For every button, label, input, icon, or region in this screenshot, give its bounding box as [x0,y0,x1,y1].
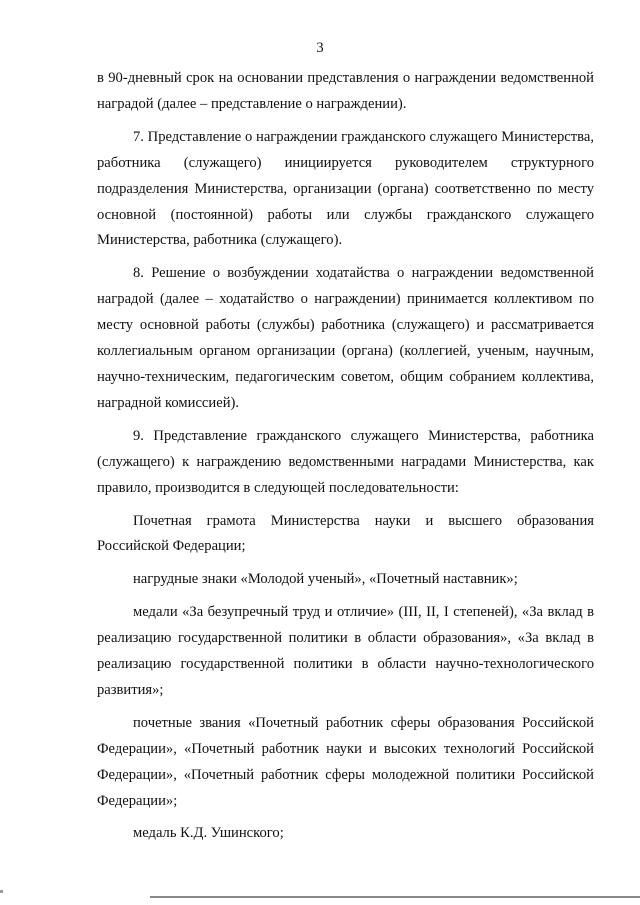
list-item-honorary-titles: почетные звания «Почетный работник сферы образования Российской Федерации», «Почетный работник науки и высоких технологий Российской Федерации», «Почетный работник сферы молодежной политики Российской Федерации»; [97,714,594,809]
paragraph-item-9: 9. Представление гражданского служащего Министерства, работника (служащего) к награждению ведомственными наградами Министерства, как правило, производится в следующей последовательности: [97,427,594,496]
list-item-certificate: Почетная грамота Министерства науки и высшего образования Российской Федерации; [97,512,594,555]
paragraph-item-7: 7. Представление о награждении гражданского служащего Министерства, работника (служащего) инициируется руководителем структурного подразделения Министерства, организации (органа) соответственно по месту основной (постоянной) работы или службы гражданского служащего Министерства, работника (служащего). [97,128,594,249]
list-item-ushinsky-medal: медаль К.Д. Ушинского; [133,825,284,842]
paragraph-continuation: в 90-дневный срок на основании представления о награждении ведомственной наградой (далее – представление о награждении). [97,70,594,112]
scan-speck [0,890,3,893]
page-number: 3 [316,40,324,56]
list-item-badges: нагрудные знаки «Молодой ученый», «Почетный наставник»; [133,571,518,588]
list-item-medals: медали «За безупречный труд и отличие» (III, II, I степеней), «За вклад в реализацию государственной политики в области образования», «За вклад в реализацию государственной политики в области научно-технологического развития»; [97,604,594,698]
document-body [97,66,594,847]
scan-edge-line [150,896,640,898]
paragraph-item-8: 8. Решение о возбуждении ходатайства о награждении ведомственной наградой (далее – ходатайство о награждении) принимается коллективом по месту основной работы (службы) работника (служащего) и рассматривается коллегиальным органом организации (органа) (коллегией, ученым, научным, научно-техническим, педагогическим советом, общим собранием коллектива, наградной комиссией). [97,265,594,411]
